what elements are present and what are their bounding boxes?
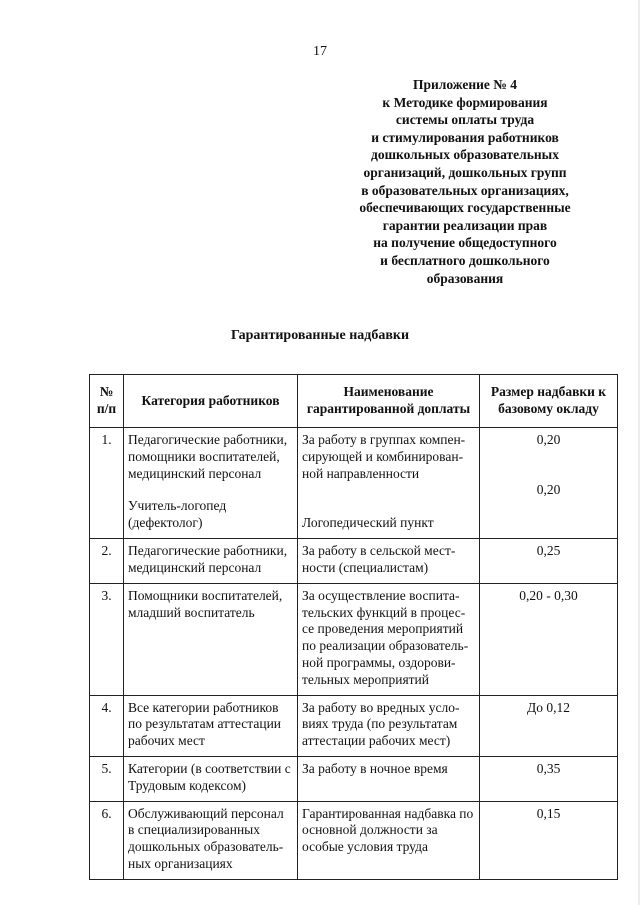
row-num: 6. xyxy=(90,801,124,879)
appendix-line: образования xyxy=(426,270,504,286)
row-allowance-name: Гарантированная надбавка по основной должности за особые условия труда xyxy=(298,801,480,879)
row-category: Обслуживающий персонал в специализированных дошкольных образователь- ных организациях xyxy=(124,801,298,879)
row-allowance-name xyxy=(298,428,480,539)
row-allowance-name: За осуществление воспита- тельских функций в процес- се проведения мероприятий по реализации образователь- ной программы, оздорови- тельных мероприятий xyxy=(298,583,480,695)
table-row xyxy=(90,583,618,695)
appendix-line: к Методике формирования xyxy=(382,94,548,110)
row-rate: 0,15 xyxy=(480,801,618,879)
row-rate xyxy=(480,428,618,539)
appendix-line: организаций, дошкольных групп xyxy=(363,164,567,180)
header-name: Наименование гарантированной доплаты xyxy=(298,375,480,428)
table-row xyxy=(90,428,618,539)
appendix-line: дошкольных образовательных xyxy=(371,147,559,163)
table-header-row xyxy=(90,375,618,428)
table-row xyxy=(90,695,618,756)
section-title: Гарантированные надбавки xyxy=(230,328,410,343)
row-rate: 0,35 xyxy=(480,756,618,801)
row-category: Помощники воспитателей, младший воспитатель xyxy=(124,583,298,695)
row-num: 1. xyxy=(90,428,124,539)
page-number: 17 xyxy=(313,44,327,59)
appendix-header xyxy=(300,76,630,287)
row-category: Все категории работников по результатам аттестации рабочих мест xyxy=(124,695,298,756)
appendix-line: и стимулирования работников xyxy=(371,129,559,145)
row-allowance-name: За работу в ночное время xyxy=(298,756,480,801)
table-row xyxy=(90,801,618,879)
header-rate: Размер надбавки к базовому окладу xyxy=(480,375,618,428)
allowance-entry: За работу в группах компен- сирующей и комбинирован- ной направленности xyxy=(302,432,466,481)
row-num: 5. xyxy=(90,756,124,801)
allowances-table xyxy=(89,374,618,880)
row-category: Педагогические работники, медицинский персонал xyxy=(124,539,298,584)
table-row xyxy=(90,756,618,801)
row-num: 3. xyxy=(90,583,124,695)
row-rate: 0,20 - 0,30 xyxy=(480,583,618,695)
row-allowance-name: За работу во вредных усло- виях труда (по результатам аттестации рабочих мест) xyxy=(298,695,480,756)
rate-entry: 0,20 xyxy=(536,432,561,447)
row-rate: До 0,12 xyxy=(480,695,618,756)
category-entry: Педагогические работники, помощники воспитателей, медицинский персонал xyxy=(128,432,288,481)
row-category xyxy=(124,428,298,539)
appendix-line: в образовательных организациях, xyxy=(361,182,569,198)
header-num: № п/п xyxy=(90,375,124,428)
appendix-line: Приложение № 4 xyxy=(413,77,517,92)
table-row xyxy=(90,539,618,584)
rate-entry: 0,20 xyxy=(536,481,561,497)
allowance-entry: Логопедический пункт xyxy=(302,515,434,531)
appendix-line: и бесплатного дошкольного xyxy=(380,252,550,268)
row-num: 2. xyxy=(90,539,124,584)
appendix-line: обеспечивающих государственные xyxy=(359,200,571,216)
row-num: 4. xyxy=(90,695,124,756)
row-allowance-name: За работу в сельской мест- ности (специалистам) xyxy=(298,539,480,584)
category-entry: Учитель-логопед (дефектолог) xyxy=(128,498,227,531)
appendix-line: гарантии реализации прав xyxy=(382,217,548,233)
header-category: Категория работников xyxy=(124,375,298,428)
appendix-line: на получение общедоступного xyxy=(373,235,557,251)
row-rate: 0,25 xyxy=(480,539,618,584)
row-category: Категории (в соответствии с Трудовым кодексом) xyxy=(124,756,298,801)
appendix-line: системы оплаты труда xyxy=(395,112,535,128)
